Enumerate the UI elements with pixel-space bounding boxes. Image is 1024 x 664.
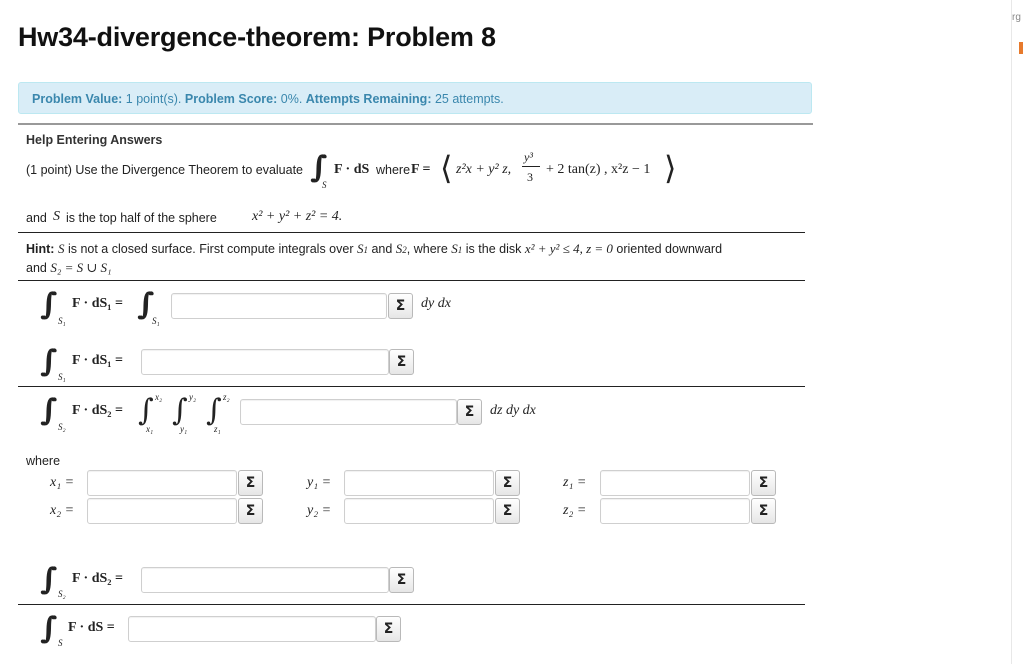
hint-part: is the disk [465, 242, 522, 256]
right-angle-bracket: ⟩ [664, 149, 677, 187]
double-integral-icon: ∫∫ [137, 287, 141, 322]
row2-lhs: F · dS₁ = [72, 353, 123, 368]
sphere-equation: x² + y² + z² = 4. [252, 209, 343, 224]
adjacent-panel-marker [1019, 42, 1023, 54]
adjacent-panel-edge [1011, 0, 1024, 664]
page-title: Hw34-divergence-theorem: Problem 8 [18, 22, 496, 52]
divider [18, 386, 805, 387]
double-integral-icon: ∫∫ [40, 393, 44, 428]
attempts-remaining: 25 attempts. [434, 92, 504, 106]
double-integral-icon: ∫∫ [40, 287, 44, 322]
equation-editor-button[interactable]: Σ [388, 293, 413, 319]
hint-part: and [26, 261, 47, 275]
double-integral-icon: ∫∫ [310, 150, 314, 185]
hint-line-2 [26, 260, 112, 276]
double-integral-icon: ∫∫ [40, 344, 44, 379]
field-lhs: F = [411, 162, 431, 177]
problem-value: 1 point(s). [125, 92, 182, 106]
limit-z2: z₂ [223, 392, 230, 402]
z1-input[interactable] [600, 470, 750, 496]
row1-lhs: F · dS₁ = [72, 296, 123, 311]
hint-label: Hint: [26, 242, 55, 256]
integral-icon: ∫ [206, 393, 208, 428]
double-integral-icon: ∫∫ [40, 562, 44, 597]
s2-definition: S₂ = S ∪ S₁ [50, 260, 112, 275]
hint-text: Hint: S is not a closed surface. First compute integrals over S1 and S2, where S1 is the disk x² + y² ≤ 4, z = 0 oriented downward [26, 241, 723, 256]
problem-value-label: Problem Value: [32, 92, 123, 106]
divider [18, 280, 805, 281]
limit-x2: x₂ [155, 392, 163, 402]
hint-part: and [371, 242, 393, 256]
hint-part: is not a closed surface. First compute integrals over [67, 242, 354, 256]
problem-score-label: Problem Score: [184, 92, 278, 106]
z2-label: z₂ = [563, 503, 587, 518]
y2-input[interactable] [344, 498, 494, 524]
answer-input-4[interactable] [141, 567, 389, 593]
surface-and: and [26, 211, 47, 225]
x1-input[interactable] [87, 470, 237, 496]
problem-score: 0%. [280, 92, 303, 106]
x2-label: x₂ = [50, 503, 75, 518]
equation-editor-button[interactable]: Σ [457, 399, 482, 425]
row4-lhs: F · dS₂ = [72, 571, 123, 586]
answer-input-2[interactable] [141, 349, 389, 375]
adjacent-panel-text: rg [1012, 12, 1021, 23]
equation-editor-button[interactable]: Σ [238, 498, 263, 524]
integral-icon: ∫ [172, 393, 174, 428]
answer-input-1[interactable] [171, 293, 387, 319]
problem-intro: (1 point) Use the Divergence Theorem to evaluate [26, 163, 304, 177]
divider [18, 604, 805, 605]
field-component-2-denominator: 3 [527, 170, 533, 184]
integral-subscript: S [322, 180, 327, 190]
attempts-label: Attempts Remaining: [305, 92, 432, 106]
row3-lhs: F · dS₂ = [72, 403, 123, 418]
field-component-2-numerator: y³ [524, 150, 533, 164]
help-entering-answers-link[interactable]: Help Entering Answers [26, 133, 163, 147]
equation-editor-button[interactable]: Σ [751, 498, 776, 524]
integral-subscript: S₁ [58, 316, 66, 326]
z1-label: z₁ = [563, 475, 587, 490]
integral-subscript: S₁ [152, 316, 160, 326]
integral-subscript: S₁ [58, 372, 66, 382]
limit-y2: y₂ [189, 392, 197, 402]
equation-editor-button[interactable]: Σ [495, 498, 520, 524]
equation-editor-button[interactable]: Σ [238, 470, 263, 496]
row5-lhs: F · dS = [68, 620, 115, 635]
integral-icon: ∫ [138, 393, 140, 428]
divider [18, 123, 813, 125]
z2-input[interactable] [600, 498, 750, 524]
answer-input-3[interactable] [240, 399, 457, 425]
field-component-2-rest: + 2 tan(z) , x²z − 1 [546, 162, 651, 177]
answer-input-5[interactable] [128, 616, 376, 642]
problem-info-banner [18, 82, 812, 114]
hint-part: oriented downward [616, 242, 723, 256]
integral-subscript: S₂ [58, 422, 66, 432]
disk-equation: x² + y² ≤ 4, z = 0 [524, 241, 613, 256]
row3-suffix: dz dy dx [490, 403, 536, 418]
left-angle-bracket: ⟨ [440, 149, 453, 187]
equation-editor-button[interactable]: Σ [751, 470, 776, 496]
y1-label: y₁ = [307, 475, 332, 490]
row1-suffix: dy dx [421, 296, 451, 311]
equation-editor-button[interactable]: Σ [389, 349, 414, 375]
surface-symbol: S [53, 209, 60, 224]
limit-z1: z₁ [214, 424, 221, 434]
equation-editor-button[interactable]: Σ [495, 470, 520, 496]
surface-description: is the top half of the sphere [66, 211, 217, 225]
field-component-1: z²x + y² z, [456, 162, 512, 177]
integrand: F · dS [334, 162, 370, 177]
y2-label: y₂ = [307, 503, 332, 518]
x2-input[interactable] [87, 498, 237, 524]
y1-input[interactable] [344, 470, 494, 496]
where-word: where [376, 163, 411, 177]
double-integral-icon: ∫∫ [40, 611, 44, 646]
hint-part: , where [406, 242, 448, 256]
limit-y1: y₁ [180, 424, 188, 434]
integral-subscript: S₂ [58, 589, 66, 599]
divider [18, 232, 805, 233]
where-label: where [26, 454, 61, 468]
limit-x1: x₁ [146, 424, 154, 434]
integral-subscript: S [58, 638, 63, 648]
fraction-bar [522, 166, 540, 167]
x1-label: x₁ = [50, 475, 75, 490]
equation-editor-button[interactable]: Σ [376, 616, 401, 642]
equation-editor-button[interactable]: Σ [389, 567, 414, 593]
